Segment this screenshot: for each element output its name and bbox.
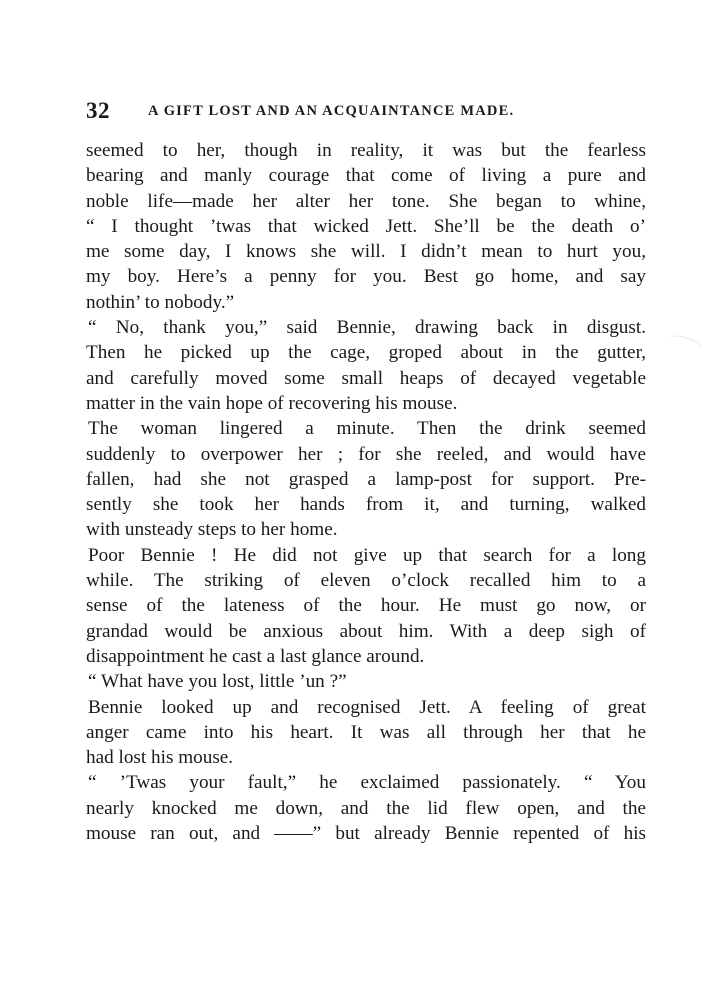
text-line: Then he picked up the cage, groped about in the gutter, — [86, 342, 646, 364]
text-line: my boy. Here’s a penny for you. Best go home, and say — [86, 266, 646, 288]
text-line: matter in the vain hope of recovering his mouse. — [86, 392, 458, 414]
text-line: nothin’ to nobody.” — [86, 291, 235, 313]
text-line: mouse ran out, and ——” but already Bennie repented of his — [86, 823, 646, 845]
text-line: me some day, I knows she will. I didn’t mean to hurt you, — [86, 241, 646, 263]
paragraph-start-line: “ What have you lost, little ’un ?” — [88, 671, 347, 693]
text-line: suddenly to overpower her ; for she reeled, and would have — [86, 443, 646, 465]
text-line: disappointment he cast a last glance around. — [86, 645, 425, 667]
paragraph-start-line: Bennie looked up and recognised Jett. A feeling of great — [88, 696, 646, 718]
text-line: noble life—made her alter her tone. She began to whine, — [86, 190, 646, 212]
running-head — [86, 96, 646, 132]
text-line: bearing and manly courage that come of living a pure and — [86, 165, 646, 187]
text-line: while. The striking of eleven o’clock recalled him to a — [86, 570, 646, 592]
margin-mark — [667, 332, 704, 357]
paragraph-start-line: “ ’Twas your fault,” he exclaimed passionately. “ You — [88, 772, 646, 794]
text-line: anger came into his heart. It was all through her that he — [86, 721, 646, 743]
text-line: nearly knocked me down, and the lid flew open, and the — [86, 797, 646, 819]
text-line: seemed to her, though in reality, it was but the fearless — [86, 140, 646, 161]
text-line: fallen, had she not grasped a lamp-post for support. Pre- — [86, 468, 646, 490]
paragraph-start-line: “ No, thank you,” said Bennie, drawing back in disgust. — [88, 317, 646, 339]
text-line: with unsteady steps to her home. — [86, 519, 338, 541]
text-line: and carefully moved some small heaps of decayed vegetable — [86, 367, 646, 389]
book-page — [86, 96, 646, 846]
text-line: had lost his mouse. — [86, 747, 234, 769]
chapter-running-title: A GIFT LOST AND AN ACQUAINTANCE MADE. — [148, 103, 515, 119]
text-line: sently she took her hands from it, and turning, walked — [86, 494, 646, 516]
text-line: “ I thought ’twas that wicked Jett. She’ll be the death o’ — [86, 215, 646, 237]
paragraph-start-line: The woman lingered a minute. Then the drink seemed — [88, 418, 646, 440]
paragraph-start-line: Poor Bennie ! He did not give up that search for a long — [88, 544, 646, 566]
text-line: sense of the lateness of the hour. He must go now, or — [86, 595, 646, 617]
page-number: 32 — [86, 98, 110, 123]
text-line: grandad would be anxious about him. With a deep sigh of — [86, 620, 646, 642]
body-text — [86, 138, 646, 846]
